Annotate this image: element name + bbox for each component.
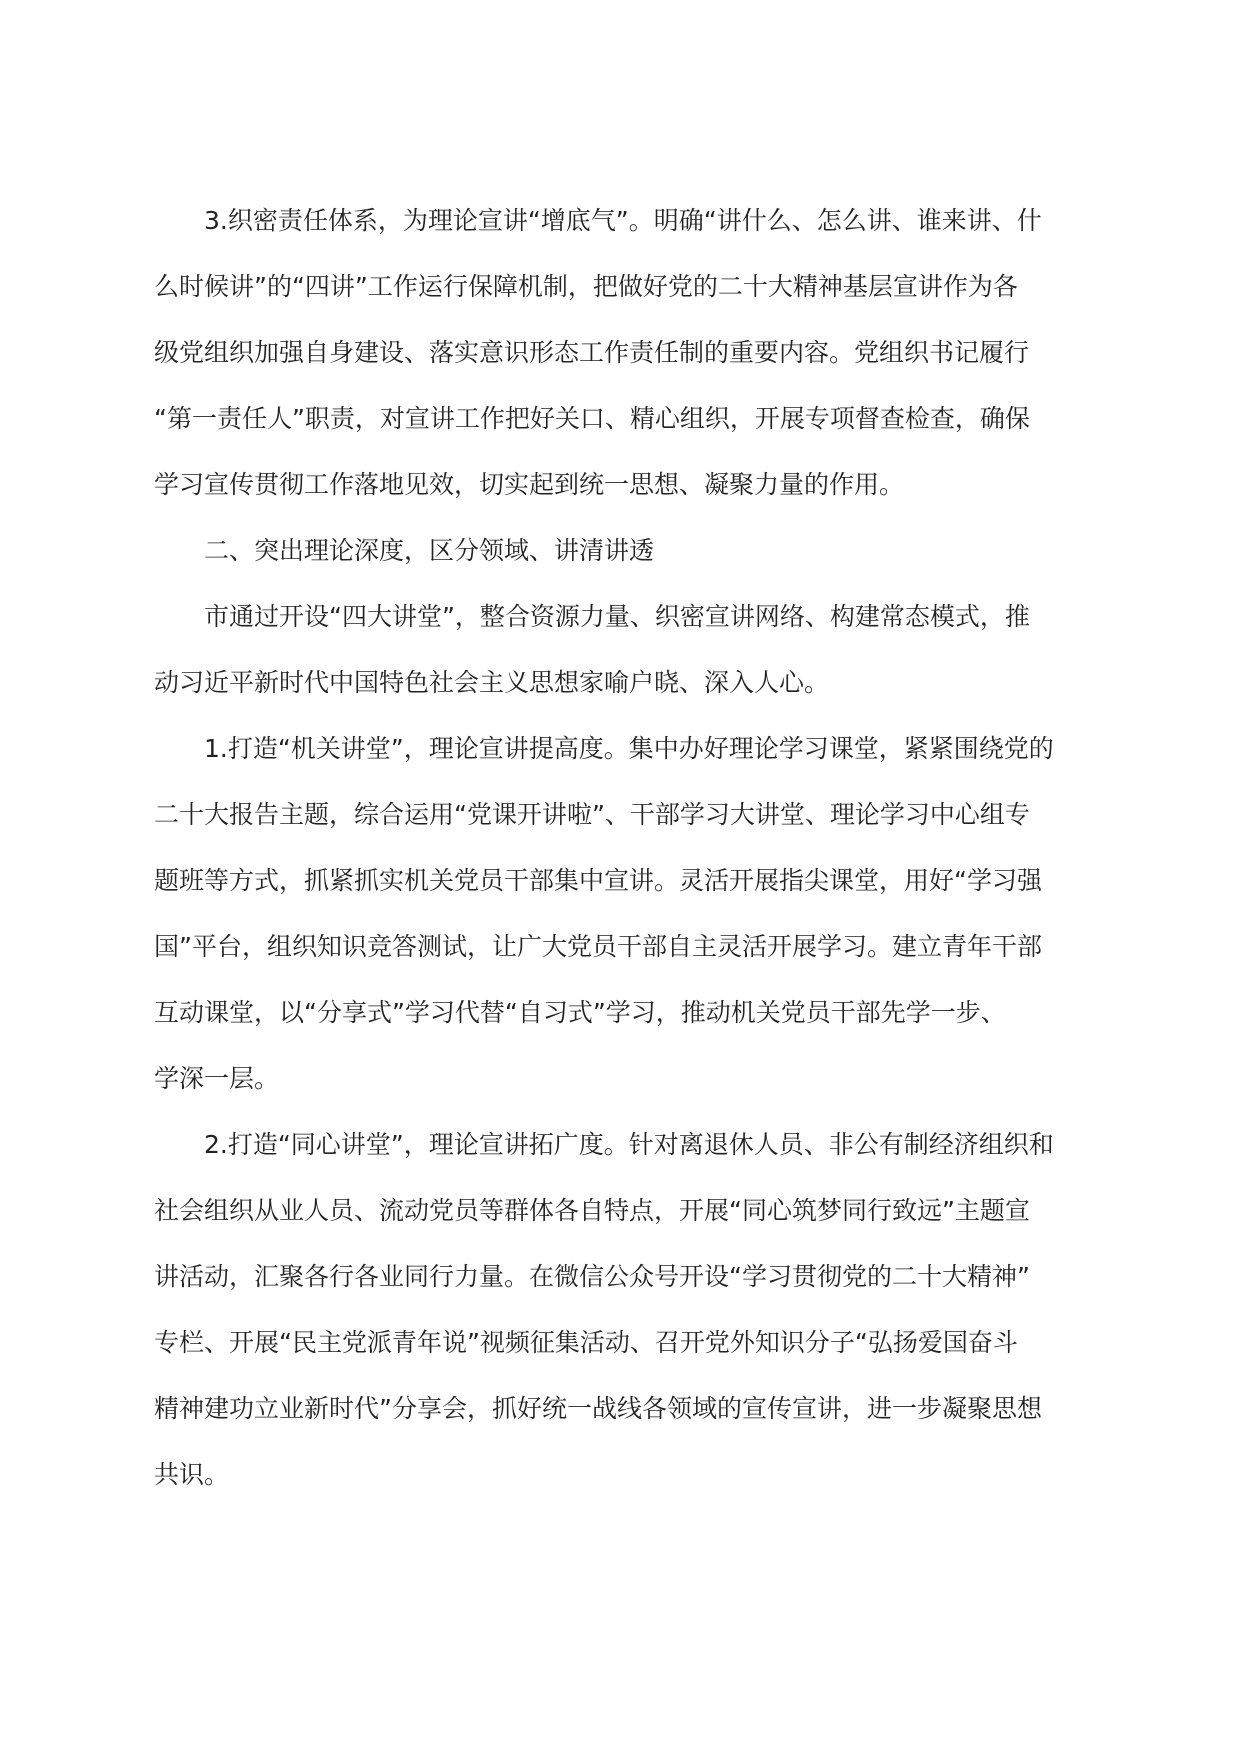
text-line: 专栏、开展“民主党派青年说”视频征集活动、召开党外知识分子“弘扬爱国奋斗 [154, 1328, 1018, 1357]
text-line: 3.织密责任体系，为理论宣讲“增底气”。明确“讲什么、怎么讲、谁来讲、什 [204, 206, 1042, 235]
text-line: 题班等方式，抓紧抓实机关党员干部集中宣讲。灵活开展指尖课堂，用好“学习强 [154, 866, 1042, 895]
text-line: 共识。 [154, 1460, 230, 1489]
section-heading: 二、突出理论深度，区分领域、讲清讲透 [204, 536, 655, 565]
text-line: “第一责任人”职责，对宣讲工作把好关口、精心组织，开展专项督查检查，确保 [154, 404, 1030, 433]
text-line: 精神建功立业新时代”分享会，抓好统一战线各领域的宣传宣讲，进一步凝聚思想 [154, 1394, 1042, 1423]
text-line: 级党组织加强自身建设、落实意识形态工作责任制的重要内容。党组织书记履行 [154, 338, 1030, 367]
text-line: 学习宣传贯彻工作落地见效，切实起到统一思想、凝聚力量的作用。 [154, 470, 905, 499]
text-line: 2.打造“同心讲堂”，理论宣讲拓广度。针对离退休人员、非公有制经济组织和 [204, 1130, 1054, 1159]
document-body [154, 188, 1084, 1508]
text-line: 互动课堂，以“分享式”学习代替“自习式”学习，推动机关党员干部先学一步、 [154, 998, 1006, 1027]
text-line: 二十大报告主题，综合运用“党课开讲啦”、干部学习大讲堂、理论学习中心组专 [154, 800, 1030, 829]
text-line: 么时候讲”的“四讲”工作运行保障机制，把做好党的二十大精神基层宣讲作为各 [154, 272, 1018, 301]
text-line: 动习近平新时代中国特色社会主义思想家喻户晓、深入人心。 [154, 668, 830, 697]
text-line: 国”平台，组织知识竞答测试，让广大党员干部自主灵活开展学习。建立青年干部 [154, 932, 1042, 961]
text-line: 1.打造“机关讲堂”，理论宣讲提高度。集中办好理论学习课堂，紧紧围绕党的 [204, 734, 1054, 763]
text-line: 市通过开设“四大讲堂”，整合资源力量、织密宣讲网络、构建常态模式，推 [204, 602, 1030, 631]
text-line: 社会组织从业人员、流动党员等群体各自特点，开展“同心筑梦同行致远”主题宣 [154, 1196, 1030, 1225]
text-line: 讲活动，汇聚各行各业同行力量。在微信公众号开设“学习贯彻党的二十大精神” [154, 1262, 1030, 1291]
text-line: 学深一层。 [154, 1064, 280, 1093]
